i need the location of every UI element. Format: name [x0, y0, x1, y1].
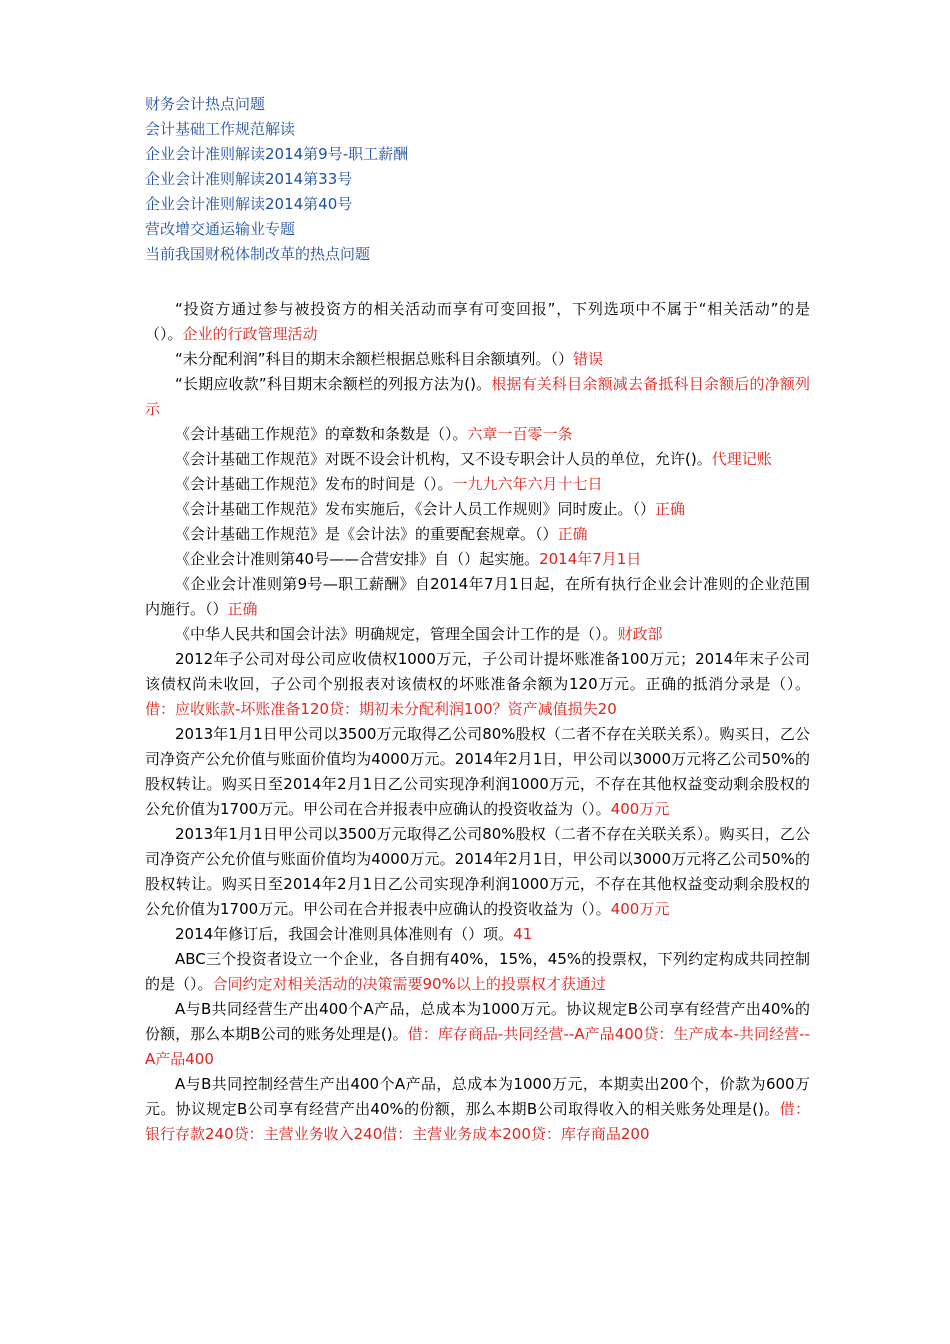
question-item — [145, 1072, 810, 1147]
question-text: A与B共同控制经营生产出400个A产品，总成本为1000万元，本期卖出200个，价款为600万元。协议规定B公司享有经营产出40%的份额，那么本期B公司取得收入的相关账务处理是()。 — [145, 1075, 810, 1118]
question-text: 2013年1月1日甲公司以3500万元取得乙公司80%股权（二者不存在关联关系）。购买日，乙公司净资产公允价值与账面价值均为4000万元。2014年2月1日，甲公司以3000万元将乙公司50%的股权转让。购买日至2014年2月1日乙公司实现净利润1000万元，不存在其他权益变动剩余股权的公允价值为1700万元。甲公司在合并报表中应确认的投资收益为（）。 — [145, 725, 810, 818]
question-item — [145, 372, 810, 422]
question-text: A与B共同经营生产出400个A产品，总成本为1000万元。协议规定B公司享有经营产出40%的份额，那么本期B公司的账务处理是()。 — [145, 1000, 810, 1043]
question-item — [145, 922, 810, 947]
question-item — [145, 472, 810, 497]
answer-text: 41 — [513, 925, 533, 943]
answer-text: 六章一百零一条 — [467, 425, 573, 443]
answer-text: 正确 — [227, 600, 258, 618]
answer-text: 代理记账 — [711, 450, 772, 468]
question-text: 《企业会计准则第9号—职工薪酬》自2014年7月1日起，在所有执行企业会计准则的企业范围内施行。（） — [145, 575, 810, 618]
question-item — [145, 447, 810, 472]
answer-text: 财政部 — [617, 625, 663, 643]
question-text: “长期应收款”科目期末余额栏的列报方法为()。 — [175, 375, 492, 393]
question-item — [145, 422, 810, 447]
answer-text: 错误 — [573, 350, 604, 368]
answer-text: 借：银行存款240贷：主营业务收入240借：主营业务成本200贷：库存商品200 — [145, 1100, 810, 1143]
question-text: 《会计基础工作规范》发布的时间是（）。 — [175, 475, 453, 493]
answer-text: 合同约定对相关活动的决策需要90%以上的投票权才获通过 — [212, 975, 606, 993]
topic-link[interactable]: 企业会计准则解读2014第40号 — [145, 195, 353, 213]
answer-text: 企业的行政管理活动 — [182, 325, 318, 343]
question-text: 《会计基础工作规范》发布实施后，《会计人员工作规则》同时废止。（） — [175, 500, 656, 518]
answer-text: 正确 — [655, 500, 686, 518]
question-text: 《会计基础工作规范》的章数和条数是（）。 — [175, 425, 468, 443]
question-item — [145, 347, 810, 372]
question-text: “投资方通过参与被投资方的相关活动而享有可变回报”，下列选项中不属于“相关活动”的是（）。 — [145, 300, 810, 343]
question-item — [145, 297, 810, 347]
topic-link[interactable]: 当前我国财税体制改革的热点问题 — [145, 245, 371, 263]
topic-link[interactable]: 营改增交通运输业专题 — [145, 220, 296, 238]
answer-text: 400万元 — [610, 800, 670, 818]
question-text: “未分配利润”科目的期末余额栏根据总账科目余额填列。（） — [175, 350, 574, 368]
topic-link[interactable]: 企业会计准则解读2014第9号-职工薪酬 — [145, 145, 409, 163]
question-text: 《会计基础工作规范》是《会计法》的重要配套规章。（） — [175, 525, 558, 543]
question-text: 《中华人民共和国会计法》明确规定，管理全国会计工作的是（）。 — [175, 625, 618, 643]
question-text: 2014年修订后，我国会计准则具体准则有（）项。 — [175, 925, 514, 943]
question-item — [145, 647, 810, 722]
answer-text: 400万元 — [610, 900, 670, 918]
question-item — [145, 822, 810, 922]
answer-text: 一九九六年六月十七日 — [452, 475, 603, 493]
answer-text: 2014年7月1日 — [539, 550, 642, 568]
question-list — [145, 297, 810, 1147]
question-text: 《会计基础工作规范》对既不设会计机构，又不设专职会计人员的单位，允许()。 — [175, 450, 712, 468]
answer-text: 根据有关科目余额减去备抵科目余额后的净额列示 — [145, 375, 810, 418]
question-text: 2012年子公司对母公司应收债权1000万元，子公司计提坏账准备100万元；2014年末子公司该债权尚未收回，子公司个别报表对该债权的坏账准备余额为120万元。正确的抵消分录是（）。 — [145, 650, 810, 693]
question-item — [145, 997, 810, 1072]
topic-link[interactable]: 企业会计准则解读2014第33号 — [145, 170, 353, 188]
topic-link[interactable]: 会计基础工作规范解读 — [145, 120, 296, 138]
question-item — [145, 572, 810, 622]
answer-text: 借：应收账款-坏账准备120贷：期初未分配利润100？资产减值损失20 — [145, 700, 617, 718]
answer-text: 正确 — [557, 525, 588, 543]
question-item — [145, 622, 810, 647]
question-item — [145, 522, 810, 547]
question-text: 2013年1月1日甲公司以3500万元取得乙公司80%股权（二者不存在关联关系）。购买日，乙公司净资产公允价值与账面价值均为4000万元。2014年2月1日，甲公司以3000万元将乙公司50%的股权转让。购买日至2014年2月1日乙公司实现净利润1000万元，不存在其他权益变动剩余股权的公允价值为1700万元。甲公司在合并报表中应确认的投资收益为（）。 — [145, 825, 810, 918]
topic-link[interactable]: 财务会计热点问题 — [145, 95, 266, 113]
question-item — [145, 547, 810, 572]
answer-text: 借：库存商品-共同经营--A产品400贷：生产成本-共同经营--A产品400 — [145, 1025, 811, 1068]
question-text: ABC三个投资者设立一个企业，各自拥有40%，15%，45%的投票权，下列约定构成共同控制的是（）。 — [145, 950, 810, 993]
topic-list — [145, 92, 810, 267]
question-item — [145, 497, 810, 522]
question-item — [145, 722, 810, 822]
document-page — [145, 92, 810, 1147]
question-text: 《企业会计准则第40号——合营安排》自（）起实施。 — [175, 550, 540, 568]
question-item — [145, 947, 810, 997]
